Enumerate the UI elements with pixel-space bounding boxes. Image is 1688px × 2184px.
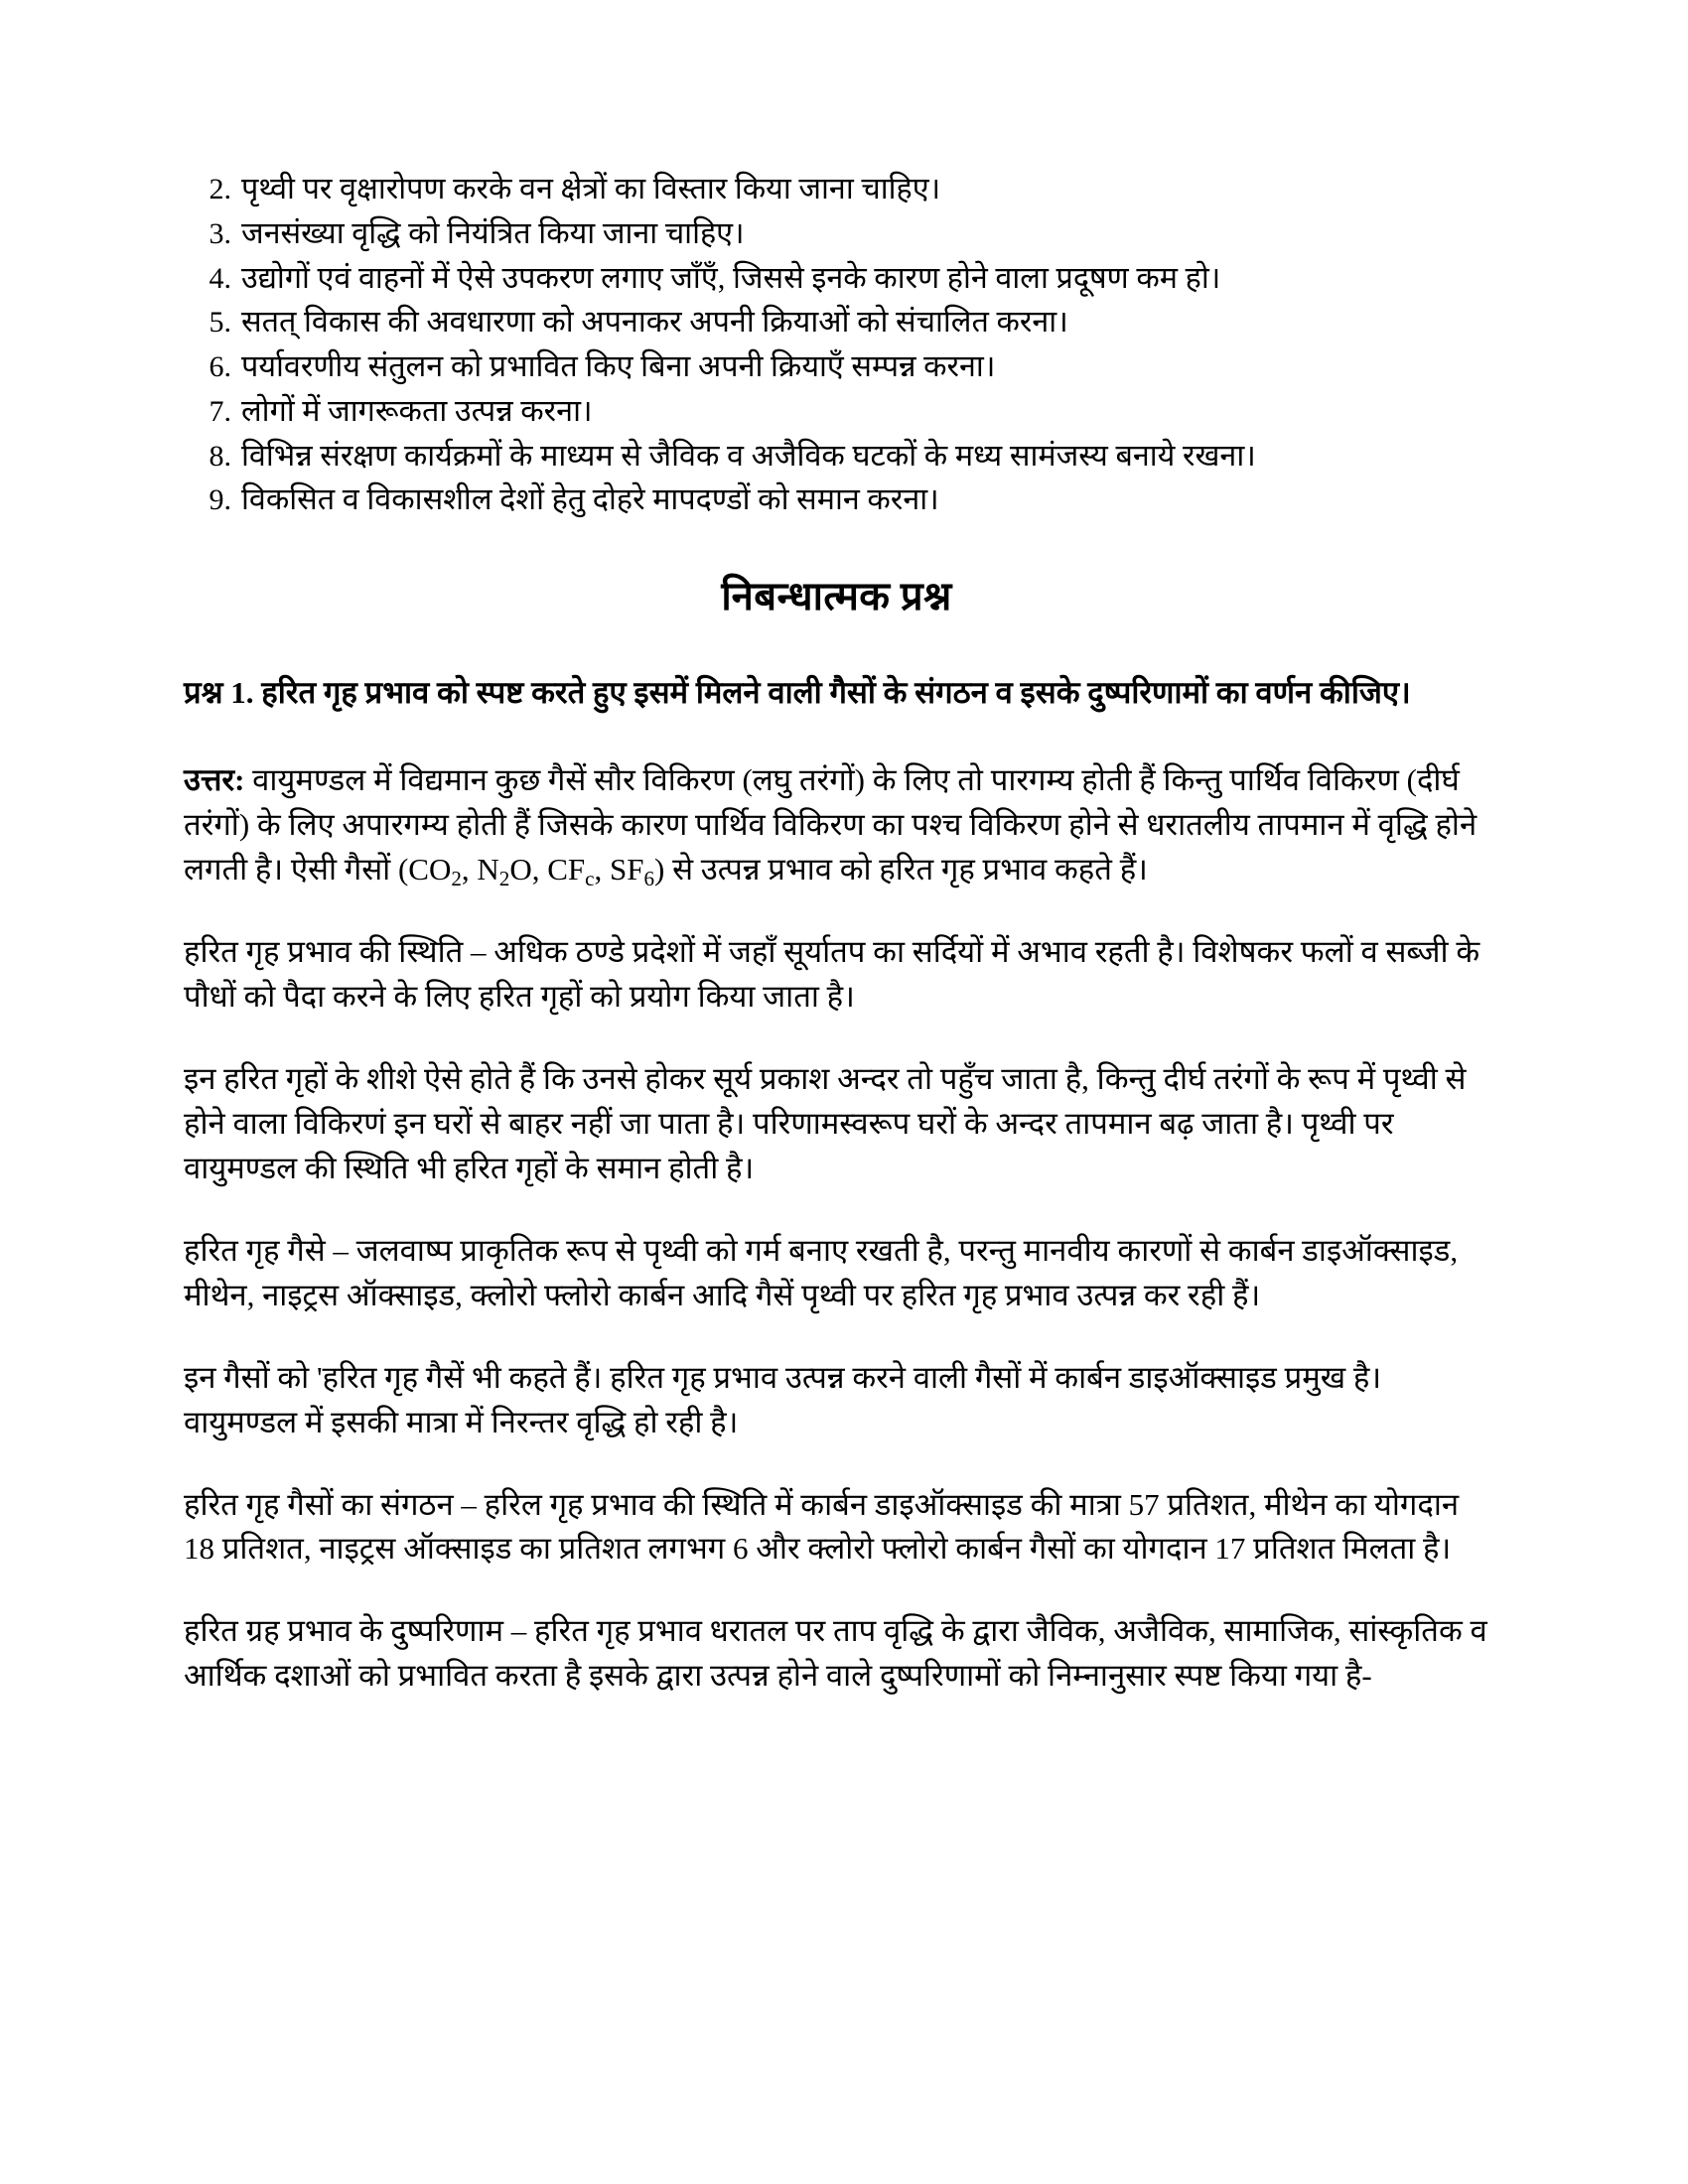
answer-paragraph <box>184 758 1489 892</box>
body-paragraph: हरित ग्रह प्रभाव के दुष्परिणाम – हरित गृह प्रभाव धरातल पर ताप वृद्धि के द्वारा जैविक, अजैविक, सामाजिक, सांस्कृतिक व आर्थिक दशाओं को प्रभावित करता है इसके द्वारा उत्पन्न होने वाले दुष्परिणामों को निम्नानुसार स्पष्ट किया गया है- <box>184 1613 1487 1694</box>
list-item <box>184 169 1489 210</box>
list-item <box>184 346 1489 388</box>
formula-subscript-n2o: 2 <box>498 866 510 890</box>
answer-text-part-3: O, CF <box>509 852 586 887</box>
list-item-number: 6. <box>209 350 231 384</box>
body-paragraph: इन हरित गृहों के शीशे ऐसे होते हैं कि उनसे होकर सूर्य प्रकाश अन्दर तो पहुँच जाता है, किन्तु दीर्घ तरंगों के रूप में पृथ्वी से होने वाला विकिरणं इन घरों से बाहर नहीं जा पाता है। परिणामस्वरूप घरों के अन्दर तापमान बढ़ जाता है। पृथ्वी पर वायुमण्डल की स्थिति भी हरित गृहों के समान होती है। <box>184 1060 1467 1185</box>
question-text: प्रश्न 1. हरित गृह प्रभाव को स्पष्ट करते हुए इसमें मिलने वाली गैसों के संगठन व इसके दुष्परिणामों का वर्णन कीजिए। <box>184 675 1411 711</box>
list-item-number: 2. <box>209 173 231 205</box>
answer-label: उत्तर: <box>184 762 245 798</box>
formula-subscript-cfc: c <box>585 866 595 890</box>
list-item-text: लोगों में जागरूकता उत्पन्न करना। <box>241 393 593 428</box>
list-item-number: 5. <box>209 306 231 340</box>
list-item-text: सतत् विकास की अवधारणा को अपनाकर अपनी क्रियाओं को संचालित करना। <box>241 305 1068 340</box>
list-item-number: 9. <box>209 483 231 517</box>
body-paragraph: हरित गृह प्रभाव की स्थिति – अधिक ठण्डे प्रदेशों में जहाँ सूर्यातप का सर्दियों में अभाव रहती है। विशेषकर फलों व सब्जी के पौधों को पैदा करने के लिए हरित गृहों को प्रयोग किया जाता है। <box>184 934 1480 1015</box>
answer-text-part-2: , N <box>461 852 499 887</box>
list-item-text: पृथ्वी पर वृक्षारोपण करके वन क्षेत्रों का विस्तार किया जाना चाहिए। <box>241 172 941 205</box>
answer-text-part-5: ) से उत्पन्न प्रभाव को हरित गृह प्रभाव कहते हैं। <box>654 852 1148 887</box>
list-item-text: पर्यावरणीय संतुलन को प्रभावित किए बिना अपनी क्रियाएँ सम्पन्न करना। <box>241 349 996 384</box>
list-item <box>184 258 1489 300</box>
list-item-text: विकसित व विकासशील देशों हेतु दोहरे मापदण्डों को समान करना। <box>241 482 939 517</box>
list-item-text: जनसंख्या वृद्धि को नियंत्रित किया जाना चाहिए। <box>241 215 745 250</box>
formula-subscript-sf6: 6 <box>643 866 655 890</box>
formula-subscript-co2: 2 <box>451 866 462 890</box>
list-item <box>184 436 1489 478</box>
list-item <box>184 479 1489 521</box>
list-item-number: 7. <box>209 394 231 428</box>
answer-text-part-4: , SF <box>594 852 644 887</box>
body-paragraph: हरित गृह गैसों का संगठन – हरिल गृह प्रभाव की स्थिति में कार्बन डाइऑक्साइड की मात्रा 57 प्रतिशत, मीथेन का योगदान 18 प्रतिशत, नाइट्रस ऑक्साइड का प्रतिशत लगभग 6 और क्लोरो फ्लोरो कार्बन गैसों का योगदान 17 प्रतिशत मिलता है। <box>184 1486 1460 1567</box>
list-item <box>184 213 1489 255</box>
list-item-number: 3. <box>209 216 231 250</box>
list-item-number: 4. <box>209 261 231 295</box>
recommendations-list <box>184 169 1489 521</box>
body-paragraph: इन गैसों को 'हरित गृह गैसें भी कहते हैं। हरित गृह प्रभाव उत्पन्न करने वाली गैसों में कार्बन डाइऑक्साइड प्रमुख है। वायुमण्डल में इसकी मात्रा में निरन्तर वृद्धि हो रही है। <box>184 1359 1382 1439</box>
list-item-text: उद्योगों एवं वाहनों में ऐसे उपकरण लगाए जाँएँ, जिससे इनके कारण होने वाला प्रदूषण कम हो। <box>241 260 1221 295</box>
body-paragraph: हरित गृह गैसे – जलवाष्प प्राकृतिक रूप से पृथ्वी को गर्म बनाए रखती है, परन्तु मानवीय कारणों से कार्बन डाइऑक्साइड, मीथेन, नाइट्रस ऑक्साइड, क्लोरो फ्लोरो कार्बन आदि गैसें पृथ्वी पर हरित गृह प्रभाव उत्पन्न कर रही हैं। <box>184 1232 1459 1312</box>
list-item <box>184 302 1489 343</box>
answer-text-part-1: वायुमण्डल में विद्यमान कुछ गैसें सौर विकिरण (लघु तरंगों) के लिए तो पारगम्य होती हैं किन्तु पार्थिव विकिरण (दीर्घ तरंगों) के लिए अपारगम्य होती हैं जिसके कारण पार्थिव विकिरण का पश्च विकिरण होने से धरातलीय तापमान में वृद्धि होने लगती है। ऐसी गैसों (CO <box>184 762 1477 887</box>
section-heading: निबन्धात्मक प्रश्न <box>721 574 952 619</box>
list-item <box>184 391 1489 433</box>
list-item-number: 8. <box>209 439 231 473</box>
list-item-text: विभिन्न संरक्षण कार्यक्रमों के माध्यम से जैविक व अजैविक घटकों के मध्य सामंजस्य बनाये रखना। <box>241 438 1256 473</box>
